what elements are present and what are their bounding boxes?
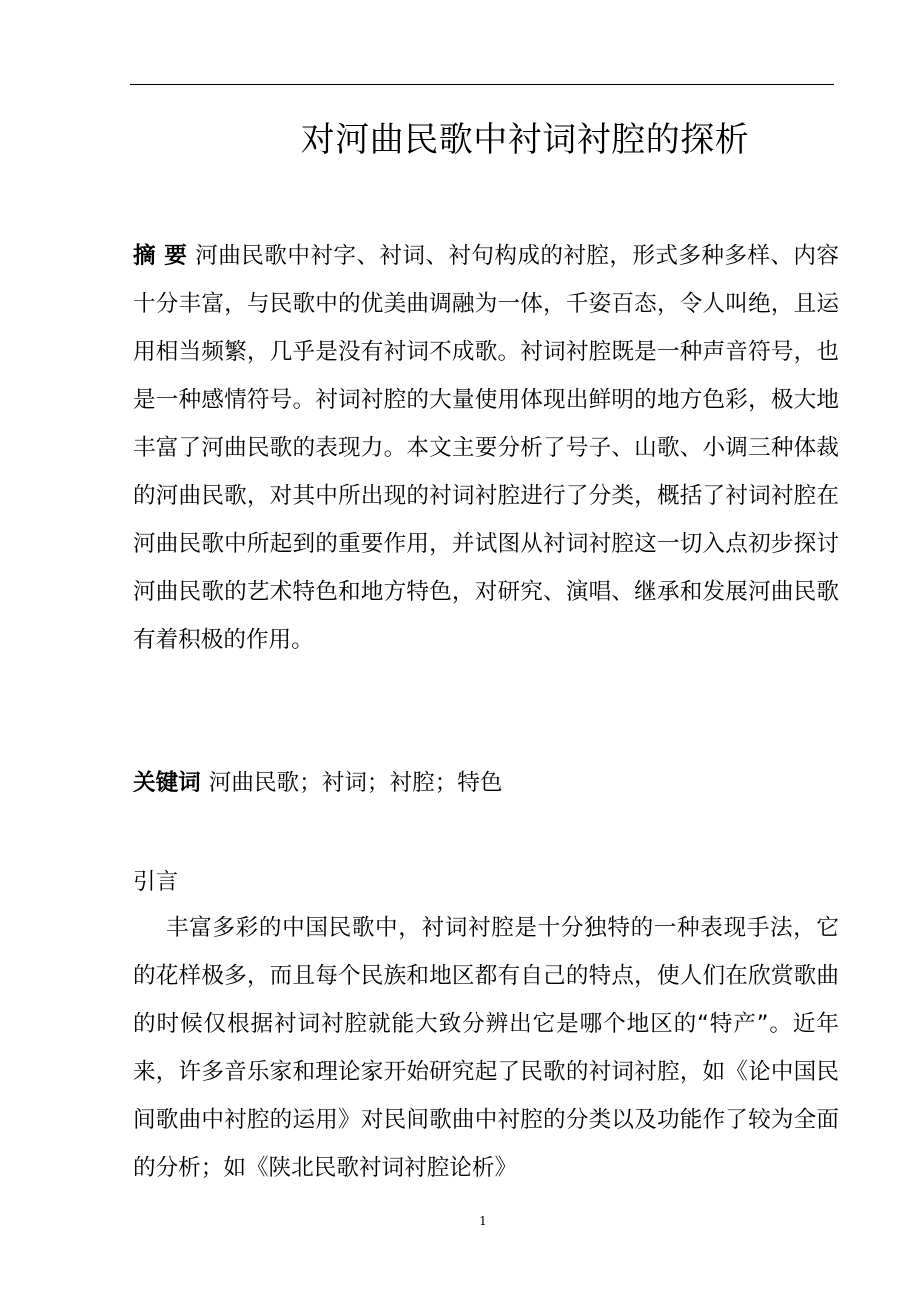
- header-rule: [130, 84, 834, 85]
- introduction-paragraph: 丰富多彩的中国民歌中，衬词衬腔是十分独特的一种表现手法，它的花样极多，而且每个民族和地区都有自己的特点，使人们在欣赏歌曲的时候仅根据衬词衬腔就能大致分辨出它是哪个地区的“特产”。近年来，许多音乐家和理论家开始研究起了民歌的衬词衬腔，如《论中国民间歌曲中衬腔的运用》对民间歌曲中衬腔的分类以及功能作了较为全面的分析；如《陕北民歌衬词衬腔论析》: [133, 915, 839, 1181]
- keywords-paragraph: [133, 759, 839, 807]
- paper-title: 对河曲民歌中衬词衬腔的探析: [300, 120, 750, 160]
- abstract-paragraph: [133, 232, 839, 664]
- keywords-text: 河曲民歌；衬词；衬腔；特色: [208, 770, 503, 796]
- page-number: 1: [479, 1214, 487, 1228]
- introduction-heading: 引言: [133, 869, 179, 895]
- keywords-label: 关键词: [133, 770, 201, 796]
- abstract-text: 河曲民歌中衬字、衬词、衬句构成的衬腔，形式多种多样、内容十分丰富，与民歌中的优美曲调融为一体，千姿百态，令人叫绝，且运用相当频繁，几乎是没有衬词不成歌。衬词衬腔既是一种声音符号，也是一种感情符号。衬词衬腔的大量使用体现出鲜明的地方色彩，极大地丰富了河曲民歌的表现力。本文主要分析了号子、山歌、小调三种体裁的河曲民歌，对其中所出现的衬词衬腔进行了分类，概括了衬词衬腔在河曲民歌中所起到的重要作用，并试图从衬词衬腔这一切入点初步探讨河曲民歌的艺术特色和地方特色，对研究、演唱、继承和发展河曲民歌有着积极的作用。: [133, 243, 840, 653]
- abstract-label: 摘 要: [133, 243, 188, 269]
